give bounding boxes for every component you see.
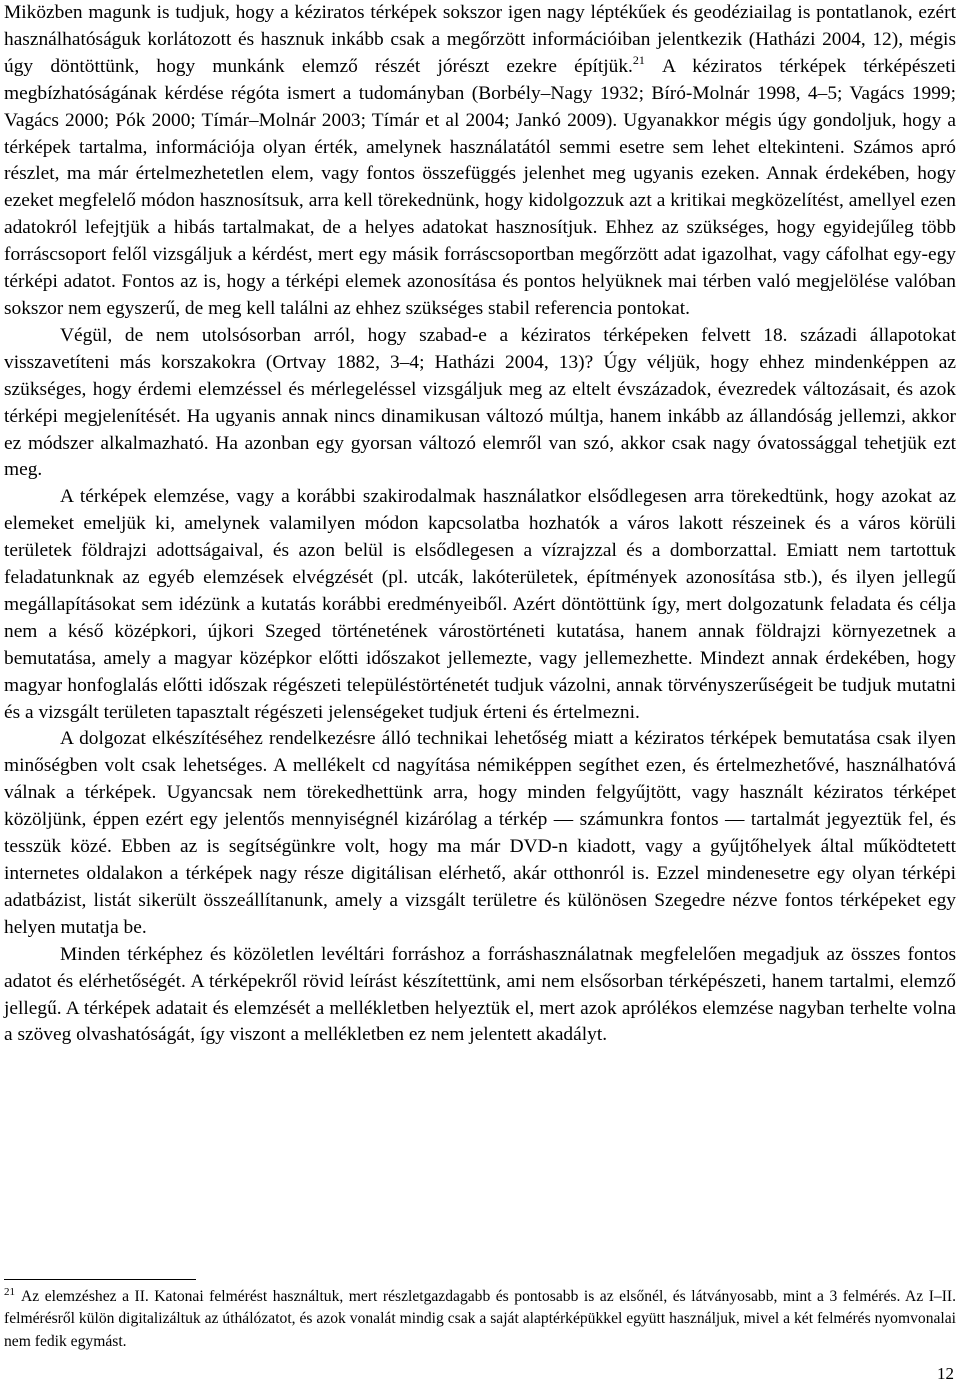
paragraph-5: Minden térképhez és közöletlen levéltári forráshoz a forráshasználatnak megfelelően megadjuk az összes fontos adatot és elérhetőségét. A térképekről rövid leírást készítettünk, ami nem elsősorban térképészeti, hanem tartalmi, elemző jellegű. A térképek adatait és elemzését a mellékletben helyeztük el, mert azok aprólékos elemzése nagyban terhelte volna a szöveg olvashatóságát, így viszont a mellékletben ez nem jelentett akadályt.	[4, 943, 956, 1046]
footnote-reference[interactable]: 21	[632, 52, 645, 67]
paragraph-1-text: Miközben magunk is tudjuk, hogy a kéziratos térképek sokszor igen nagy léptékűek és geodéziailag is pontatlanok, ezért használhatóságuk korlátozott és hasznuk inkább csak a megőrzött információiban jelentkezik (Hatházi 2004, 12), mégis úgy döntöttünk, hogy munkánk elemző részét jórészt ezekre építjük.	[4, 2, 956, 77]
paragraph-4: A dolgozat elkészítéséhez rendelkezésre álló technikai lehetőség miatt a kéziratos térképek bemutatása csak ilyen minőségben volt csak lehetséges. A mellékelt cd nagyítása némiképpen segíthet ezen, és értelmezhetővé, használhatóvá válnak a térképek. Ugyancsak nem törekedhettünk arra, hogy minden felgyűjtött, vagy használt kéziratos térképet közöljünk, éppen ezért egy jelentős mennyiségnél kizárólag a térkép — számunkra fontos — tartalmát jegyeztük fel, és tesszük közé. Ebben az is segítségünkre volt, hogy ma már DVD-n kiadott, vagy a gyűjtőhelyek által működtetett internetes oldalakon a térképek nagy része digitálisan elérhető, akár otthonról is. Ezzel mindenesetre egy olyan térképi adatbázist, listát sikerült összeállítanunk, amely a vizsgált területre és különösen Szegedre nézve fontos térképeket egy helyen mutatja be.	[4, 728, 956, 938]
footnote-text: Az elemzéshez a II. Katonai felmérést használtuk, mert részletgazdagabb és pontosabb is az elsőnél, és látványosabb, mint a 3 felmérés. Az I–II. felmérésről külön digitalizáltuk az úthálózatot, és azok vonalát mindig csak a saját alaptérképükkel együtt használjuk, mivel a két felmérés nyomvonalai nem fedik egymást.	[4, 1288, 956, 1350]
main-text	[4, 0, 956, 1049]
paragraph-1-continued: A kéziratos térképek térképészeti megbízhatóságának kérdése régóta ismert a tudományban (Borbély–Nagy 1932; Bíró-Molnár 1998, 4–5; Vagács 1999; Vagács 2000; Pók 2000; Tímár–Molnár 2003; Tímár et al 2004; Jankó 2009). Ugyanakkor mégis úgy gondoljuk, hogy a térképek tartalma, információja olyan érték, amelynek használatától semmi esetre sem lehet eltekinteni. Számos apró részlet, ma már értelmezhetetlen elem, vagy fontos összefüggés jelenhet meg ugyanis ezeken. Annak érdekében, hogy ezeket megfelelő módon hasznosítsuk, arra kell törekednünk, hogy kidolgozzuk azt a kritikai megközelítést, amellyel ezen adatokról lefejtjük a hibás tartalmakat, de a helyes adatokat hasznosítjuk. Ehhez az szükséges, hogy egyidejűleg több forráscsoport felől vizsgáljuk a kérdést, mert egy másik forráscsoportban megőrzött adat igazolhat, vagy cáfolhat egy-egy térképi adatot. Fontos az is, hogy a térképi elemek azonosítása és pontos helyüknek mai térben való megjelölése valóban sokszor nem egyszerű, de meg kell találni az ehhez szükséges stabil referencia pontokat.	[4, 55, 956, 319]
paragraph-3: A térképek elemzése, vagy a korábbi szakirodalmak használatkor elsődlegesen arra törekedtünk, hogy azokat az elemeket emeljük ki, amelynek valamilyen módon kapcsolatba hozhatók a város lakott részeinek és a város körüli területek földrajzi adottságaival, és azon belül is elsődlegesen a vízrajzzal és a domborzattal. Emiatt nem tartottuk feladatunknak az egyéb elemzések elvégzését (pl. utcák, lakóterületek, építmények azonosítása stb.), és ilyen jellegű megállapításokat sem idézünk a kutatás korábbi eredményeiből. Azért döntöttünk így, mert dolgozatunk feladata és célja nem a késő középkori, újkori Szeged történetének várostörténeti kutatása, hanem annak földrajzi környezetnek a bemutatása, amely a magyar középkor előtti időszakot jellemezte, vagy jellemezhette. Mindezt annak érdekében, hogy magyar honfoglalás előtti időszak régészeti településtörténetét tudjuk vázolni, annak törvényszerűségeit be tudjuk mutatni és a vizsgált területen tapasztalt régészeti jelenségeket tudjuk érteni és értelmezni.	[4, 486, 956, 723]
footnote-number: 21	[4, 1286, 15, 1298]
paragraph-1	[4, 0, 956, 323]
page-number: 12	[937, 1364, 954, 1383]
paragraph-2: Végül, de nem utolsósorban arról, hogy szabad-e a kéziratos térképeken felvett 18. századi állapotokat visszavetíteni más korszakokra (Ortvay 1882, 3–4; Hatházi 2004, 13)? Úgy véljük, hogy ehhez mindenképpen az szükséges, hogy érdemi elemzéssel és mérlegeléssel vizsgáljuk meg az eltelt évszázadok, évezredek változásait, és azok térképi megjelenítését. Ha ugyanis annak nincs dinamikusan változó múltja, hanem inkább az állandóság jellemzi, akkor ez módszer alkalmazható. Ha azonban egy gyorsan változó elemről van szó, akkor csak nagy óvatossággal tehetjük ezt meg.	[4, 324, 956, 481]
footnote-separator	[4, 1279, 196, 1280]
footnote	[4, 1286, 956, 1353]
